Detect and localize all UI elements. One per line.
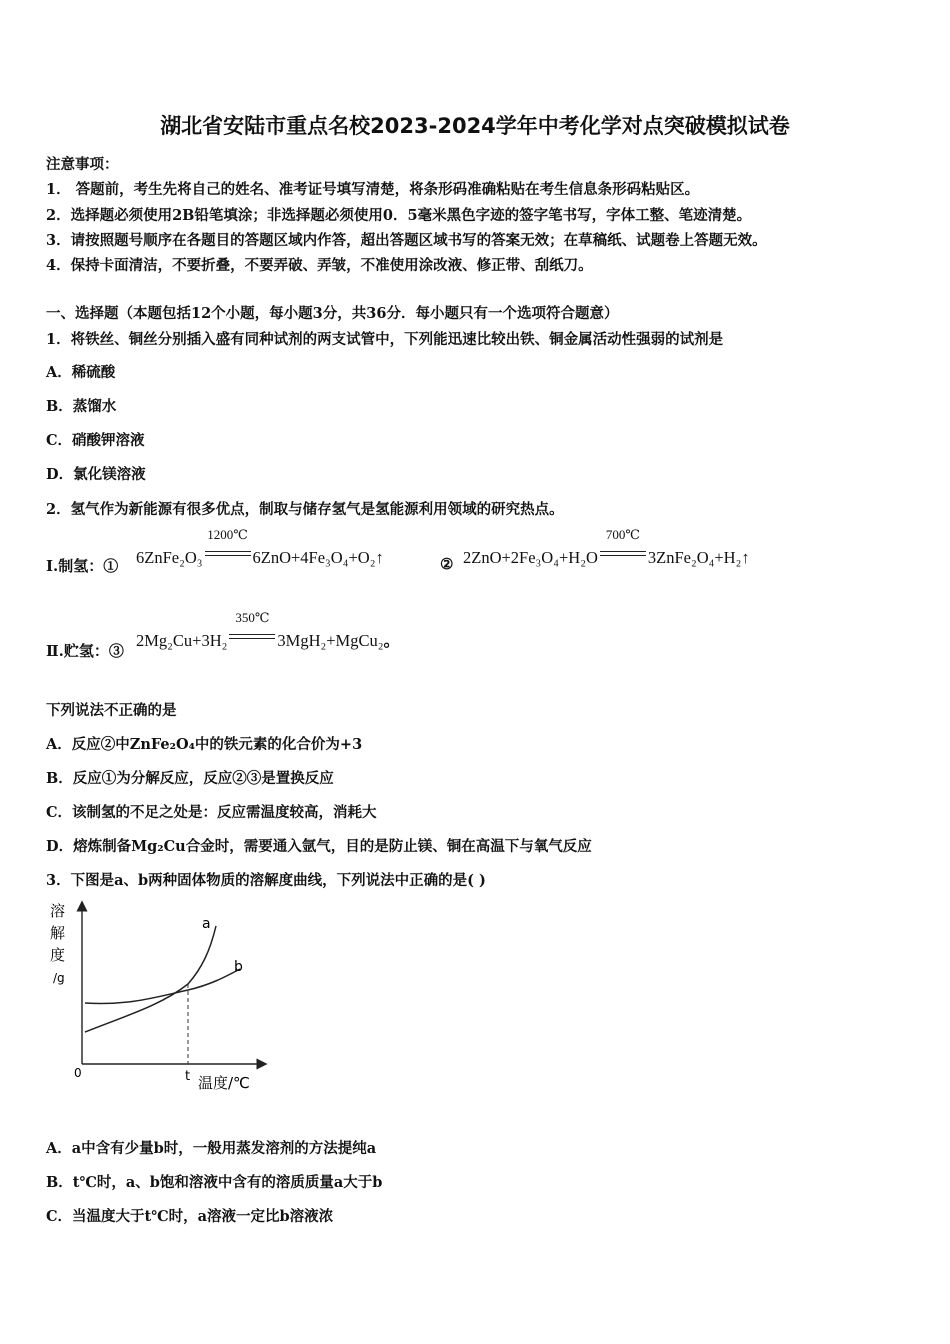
notice-item: 3．请按照题号顺序在各题目的答题区域内作答，超出答题区域书写的答案无效；在草稿纸、试题卷上答题无效。 [46,232,767,249]
q1-option-d: D．氯化镁溶液 [46,466,146,483]
notice-item: 2．选择题必须使用2B铅笔填涂；非选择题必须使用0．5毫米黑色字迹的签字笔书写，字体工整、笔迹清楚。 [46,207,752,224]
label-hydrogen-storage: Ⅱ.贮氢：③ [46,642,124,660]
y-label-unit: /g [53,971,65,985]
equation-3 [136,610,400,651]
equation-3-products: 3MgH₂+MgCu₂ [277,631,384,650]
q1-option-c: C．硝酸钾溶液 [46,432,145,449]
equation-1-reactants: 6ZnFe₂O₃ [136,548,203,567]
equals-sign [598,527,648,563]
q1-option-b: B．蒸馏水 [46,398,117,415]
equation-2-condition: 700℃ [605,527,640,542]
q1-option-a: A．稀硫酸 [46,364,116,381]
q3-option-a: A．a中含有少量b时，一般用蒸发溶剂的方法提纯a [46,1140,377,1157]
equation-1-condition: 1200℃ [207,527,248,542]
equation-3-end: 。 [383,631,400,650]
label-hydrogen-production: Ⅰ.制氢：① [46,557,119,575]
notice-item: 1． 答题前，考生先将自己的姓名、准考证号填写清楚，将条形码准确粘贴在考生信息条形码粘贴区。 [46,181,700,198]
section-heading: 一、选择题（本题包括12个小题，每小题3分，共36分．每小题只有一个选项符合题意） [46,305,619,322]
q2-option-c: C．该制氢的不足之处是：反应需温度较高，消耗大 [46,804,377,821]
curve-b-label: b [234,959,243,975]
curve-b [85,969,240,1004]
equation-1-products: 6ZnO+4Fe₃O₄+O₂↑ [252,548,384,567]
equation-2 [463,527,750,568]
curve-a-label: a [202,916,211,932]
y-label-char: 溶 [50,902,66,920]
q2-option-a: A．反应②中ZnFe₂O₄中的铁元素的化合价为+3 [46,736,363,753]
equation-1 [136,527,384,568]
equals-sign [203,527,253,563]
curve-a [85,926,216,1032]
question-2-prompt: 下列说法不正确的是 [46,702,177,719]
equation-3-condition: 350℃ [235,610,270,625]
notice-item: 4．保持卡面清洁，不要折叠，不要弄破、弄皱，不准使用涂改液、修正带、刮纸刀。 [46,257,593,274]
q3-option-c: C．当温度大于t℃时，a溶液一定比b溶液浓 [46,1208,334,1225]
equation-2-products: 3ZnFe₂O₄+H₂↑ [647,548,750,567]
y-label-char: 解 [50,924,66,942]
question-3-stem: 3．下图是a、b两种固体物质的溶解度曲线，下列说法中正确的是( ) [46,872,486,889]
q2-option-d: D．熔炼制备Mg₂Cu合金时，需要通入氩气，目的是防止镁、铜在高温下与氧气反应 [46,838,592,855]
page-title: 湖北省安陆市重点名校2023-2024学年中考化学对点突破模拟试卷 [160,114,790,138]
question-2-stem: 2．氢气作为新能源有很多优点，制取与储存氢气是氢能源利用领域的研究热点。 [46,501,564,518]
label-reaction-2: ② [440,555,454,573]
q2-option-b: B．反应①为分解反应，反应②③是置换反应 [46,770,334,787]
origin-label: 0 [74,1066,82,1080]
question-1-stem: 1．将铁丝、铜丝分别插入盛有同种试剂的两支试管中，下列能迅速比较出铁、铜金属活动性强弱的试剂是 [46,331,724,348]
equation-3-reactants: 2Mg₂Cu+3H₂ [136,631,228,650]
equation-2-reactants: 2ZnO+2Fe₃O₄+H₂O [463,548,598,567]
equals-sign [227,610,277,646]
y-label-char: 度 [50,946,66,964]
notice-heading: 注意事项： [46,156,119,173]
x-axis-label: 温度/℃ [198,1074,250,1092]
q3-option-b: B．t℃时，a、b饱和溶液中含有的溶质质量a大于b [46,1174,383,1191]
solubility-graph [40,896,280,1101]
t-label: t [185,1069,191,1084]
